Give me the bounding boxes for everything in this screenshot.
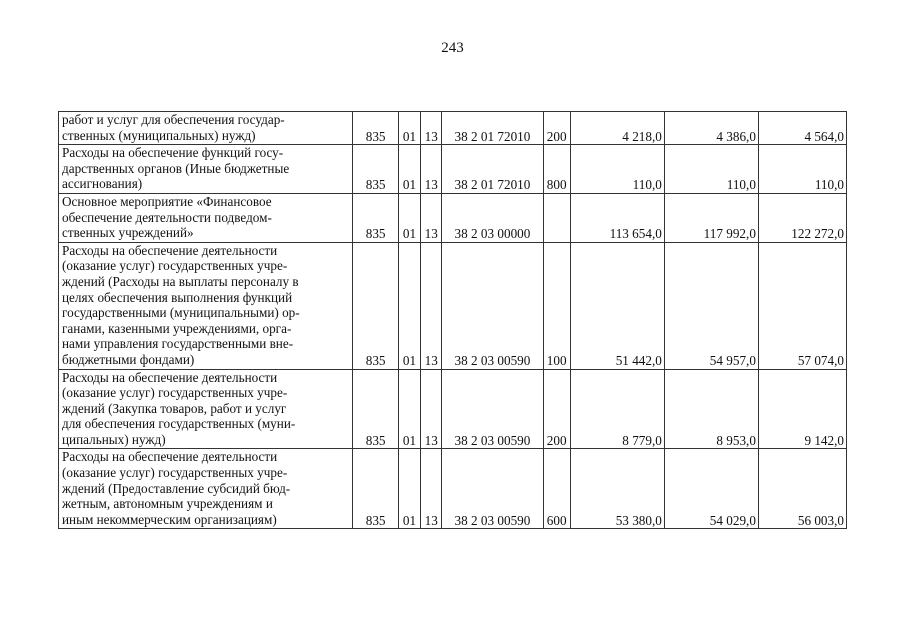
description-line: ассигнования): [62, 176, 143, 192]
table-row: [59, 112, 847, 145]
description-line: обеспечение деятельности подведом-: [62, 209, 272, 225]
cell-ministry-code: 835: [353, 145, 399, 194]
cell-subsection-code: 13: [421, 145, 442, 194]
description-line: иным некоммерческим организациям): [62, 511, 277, 527]
cell-amount-year-1: 113 654,0: [570, 193, 664, 242]
cell-section-code: 01: [398, 369, 420, 449]
cell-amount-year-2: 54 029,0: [664, 449, 758, 529]
description-line: для обеспечения государственных (муни-: [62, 416, 296, 432]
cell-amount-year-3: 122 272,0: [758, 193, 846, 242]
cell-amount-year-3: 57 074,0: [758, 242, 846, 369]
description-line: Расходы на обеспечение деятельности: [62, 242, 278, 258]
cell-target-article-code: 38 2 01 72010: [442, 145, 543, 194]
cell-ministry-code: 835: [353, 193, 399, 242]
table-row: [59, 242, 847, 369]
cell-section-code: 01: [398, 242, 420, 369]
cell-section-code: 01: [398, 449, 420, 529]
cell-amount-year-3: 9 142,0: [758, 369, 846, 449]
description-line: ждений (Расходы на выплаты персоналу в: [62, 273, 299, 289]
description-line: целях обеспечения выполнения функций: [62, 289, 293, 305]
cell-ministry-code: 835: [353, 369, 399, 449]
cell-expense-type-code: 100: [543, 242, 570, 369]
cell-expense-type-code: 600: [543, 449, 570, 529]
cell-amount-year-1: 8 779,0: [570, 369, 664, 449]
description-line: (оказание услуг) государственных учре-: [62, 385, 288, 401]
description-line: ганами, казенными учреждениями, орга-: [62, 320, 292, 336]
cell-description: [59, 242, 353, 369]
description-line: работ и услуг для обеспечения государ-: [62, 112, 285, 127]
description-line: Расходы на обеспечение деятельности: [62, 449, 278, 465]
cell-subsection-code: 13: [421, 449, 442, 529]
description-line: Расходы на обеспечение деятельности: [62, 369, 278, 385]
description-line: (оказание услуг) государственных учре-: [62, 258, 288, 274]
description-line: бюджетными фондами): [62, 351, 195, 367]
cell-expense-type-code: [543, 193, 570, 242]
description-line: ципальных) нужд): [62, 431, 166, 447]
cell-section-code: 01: [398, 145, 420, 194]
cell-target-article-code: 38 2 03 00590: [442, 369, 543, 449]
cell-description: [59, 145, 353, 194]
cell-amount-year-2: 54 957,0: [664, 242, 758, 369]
cell-amount-year-1: 4 218,0: [570, 112, 664, 145]
cell-amount-year-2: 4 386,0: [664, 112, 758, 145]
cell-amount-year-1: 51 442,0: [570, 242, 664, 369]
cell-description: [59, 449, 353, 529]
description-line: ждений (Закупка товаров, работ и услуг: [62, 400, 287, 416]
cell-subsection-code: 13: [421, 369, 442, 449]
cell-amount-year-1: 110,0: [570, 145, 664, 194]
description-line: (оказание услуг) государственных учре-: [62, 465, 288, 481]
cell-expense-type-code: 800: [543, 145, 570, 194]
cell-subsection-code: 13: [421, 242, 442, 369]
description-line: дарственных органов (Иные бюджетные: [62, 160, 290, 176]
description-line: Расходы на обеспечение функций госу-: [62, 145, 284, 161]
cell-ministry-code: 835: [353, 112, 399, 145]
cell-amount-year-1: 53 380,0: [570, 449, 664, 529]
table-row: [59, 369, 847, 449]
cell-amount-year-3: 110,0: [758, 145, 846, 194]
cell-subsection-code: 13: [421, 112, 442, 145]
cell-target-article-code: 38 2 01 72010: [442, 112, 543, 145]
cell-subsection-code: 13: [421, 193, 442, 242]
cell-section-code: 01: [398, 112, 420, 145]
cell-description: [59, 193, 353, 242]
budget-table: [58, 111, 847, 529]
cell-ministry-code: 835: [353, 242, 399, 369]
page-number: 243: [441, 40, 464, 56]
description-line: ственных (муниципальных) нужд): [62, 127, 256, 143]
table-row: [59, 145, 847, 194]
budget-table-body: [59, 112, 847, 529]
cell-amount-year-2: 8 953,0: [664, 369, 758, 449]
table-row: [59, 193, 847, 242]
cell-target-article-code: 38 2 03 00590: [442, 449, 543, 529]
cell-amount-year-2: 110,0: [664, 145, 758, 194]
description-line: ственных учреждений»: [62, 225, 194, 241]
description-line: ждений (Предоставление субсидий бюд-: [62, 480, 291, 496]
cell-description: [59, 369, 353, 449]
cell-ministry-code: 835: [353, 449, 399, 529]
cell-section-code: 01: [398, 193, 420, 242]
description-line: Основное мероприятие «Финансовое: [62, 193, 272, 209]
cell-expense-type-code: 200: [543, 369, 570, 449]
cell-description: [59, 112, 353, 145]
cell-amount-year-3: 56 003,0: [758, 449, 846, 529]
description-line: жетным, автономным учреждениям и: [62, 496, 273, 512]
cell-target-article-code: 38 2 03 00590: [442, 242, 543, 369]
table-row: [59, 449, 847, 529]
cell-target-article-code: 38 2 03 00000: [442, 193, 543, 242]
cell-amount-year-2: 117 992,0: [664, 193, 758, 242]
cell-amount-year-3: 4 564,0: [758, 112, 846, 145]
description-line: нами управления государственными вне-: [62, 336, 294, 352]
description-line: государственными (муниципальными) ор-: [62, 305, 300, 321]
cell-expense-type-code: 200: [543, 112, 570, 145]
